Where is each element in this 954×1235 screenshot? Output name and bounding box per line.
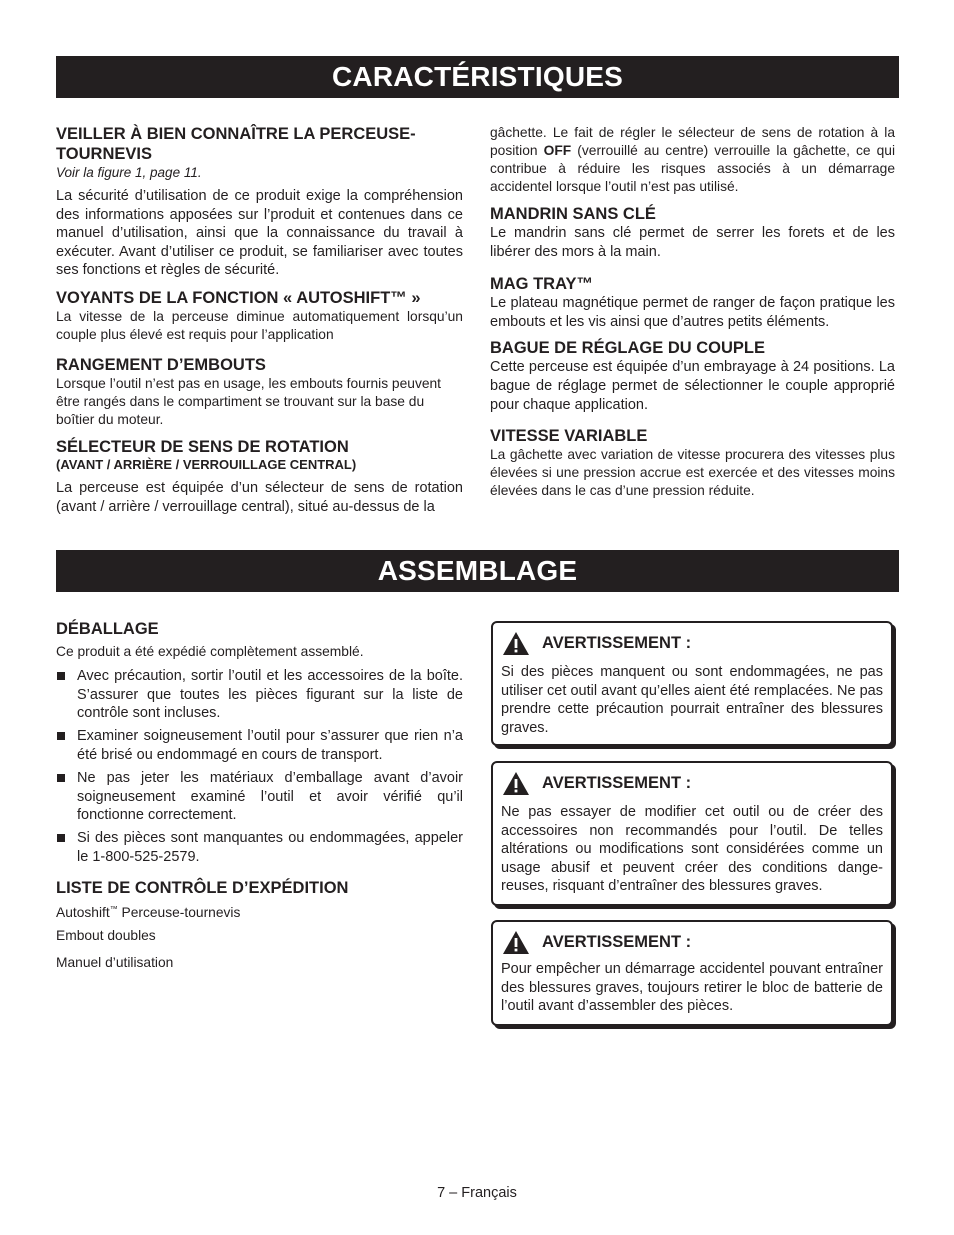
heading-rangement: RANGEMENT D’EMBOUTS	[56, 355, 266, 374]
caracteristiques-left-column	[56, 124, 463, 516]
list-item	[56, 667, 463, 723]
warning-text: Si des pièces manquent ou sont endommagées, ne pas utiliser cet outil avant qu’elles aient été remplacées. Ne pas prendre cette précaution pourrait entraîner des blessures graves.	[501, 664, 883, 736]
selecteur-text-a: gâchette. Le fait de régler le sélecteur de sens de rotation à la position	[490, 125, 895, 158]
deballage-list	[56, 667, 463, 866]
square-bullet-icon	[57, 834, 65, 842]
list-item	[56, 829, 463, 866]
assemblage-left-column	[56, 619, 463, 972]
section-title-assemblage: ASSEMBLAGE	[56, 550, 899, 592]
section-title-caracteristiques: CARACTÉRISTIQUES	[56, 56, 899, 98]
list-item-text: Si des pièces sont manquantes ou endommagées, appeler le 1-800-525-2579.	[77, 830, 463, 865]
checklist-item-1-a: Autoshift	[56, 905, 110, 921]
warning-text: Ne pas essayer de modifier cet outil ou de créer des accessoires non recommandés pour l’outil. De telles altérations ou modifications sont considérées comme un usage abusif et peuvent créer des conditions dange-reuses, risquant d’entraîner des blessures graves.	[501, 804, 883, 895]
heading-magtray: MAG TRAY™	[490, 275, 593, 294]
heading-deballage: DÉBALLAGE	[56, 620, 159, 638]
trademark: ™	[109, 904, 118, 914]
warning-box-2	[491, 761, 893, 906]
list-item-text: Ne pas jeter les matériaux d’emballage avant d’avoir soigneusement examiné l’outil et avoir vérifié qu’il fonctionne correctement.	[77, 769, 463, 824]
off-label: OFF	[543, 143, 572, 158]
heading-veiller: VEILLER À BIEN CONNAÎTRE LA PERCEUSE-TOURNEVIS	[56, 125, 416, 163]
paragraph-selecteur: La perceuse est équipée d’un sélecteur de sens de rotation (avant / arrière / verrouillage central), situé au-dessus de la	[56, 479, 463, 515]
checklist-item-3: Manuel d’utilisation	[56, 955, 174, 971]
warning-label: AVERTISSEMENT :	[542, 633, 692, 652]
list-item	[56, 727, 463, 764]
square-bullet-icon	[57, 774, 65, 782]
warning-header	[501, 631, 883, 655]
list-item	[56, 769, 463, 825]
selecteur-text-b: (verrouillé au centre) verrouille la gâchette, ce qui contribue à réduire les risques associés à un démarrage accidentel lorsque l’outil n’est pas utilisé.	[490, 143, 896, 194]
paragraph-voyants: La vitesse de la perceuse diminue automatiquement lorsqu’un couple plus élevé est requis pour l’application	[56, 308, 463, 342]
warning-triangle-icon	[503, 772, 529, 795]
figure-reference: Voir la figure 1, page 11.	[56, 165, 202, 180]
warning-header	[501, 930, 883, 954]
paragraph-rangement: Lorsque l’outil n’est pas en usage, les embouts fournis peuvent être rangés dans le compartiment se trouvant sur la base du boîtier du moteur.	[56, 375, 442, 427]
paragraph-bague: Cette perceuse est équipée d’un embrayage à 24 positions. La bague de réglage permet de sélectionner le couple approprié pour chaque application.	[490, 359, 895, 413]
deballage-intro: Ce produit a été expédié complètement assemblé.	[56, 644, 364, 659]
warning-header	[501, 771, 883, 795]
warning-triangle-icon	[503, 931, 529, 954]
warning-box-3	[491, 920, 893, 1026]
paragraph-veiller: La sécurité d’utilisation de ce produit exige la compréhension des informations apposées sur l’produit et contenues dans ce manuel d’utilisation, ainsi que la connaissance du travail à exécuter. Avant d’utiliser ce produit, se familiariser avec toutes ses fonctions et règles de sécurité.	[56, 188, 463, 279]
checklist-item-1	[56, 904, 463, 922]
subheading-selecteur: (AVANT / ARRIÈRE / VERROUILLAGE CENTRAL)	[56, 456, 357, 472]
list-item-text: Avec précaution, sortir l’outil et les accessoires de la boîte. S’assurer que toutes les pièces figurant sur la liste de contrôle sont incluses.	[77, 668, 463, 722]
paragraph-mandrin: Le mandrin sans clé permet de serrer les forets et de les libérer des mors à la main.	[490, 225, 895, 260]
paragraph-vitesse: La gâchette avec variation de vitesse procurera des vitesses plus élevées si une pression accrue est exercée et des vitesses moins élevées dans le cas d’une pression réduite.	[490, 447, 895, 499]
square-bullet-icon	[57, 732, 65, 740]
heading-liste: LISTE DE CONTRÔLE D’EXPÉDITION	[56, 879, 349, 898]
square-bullet-icon	[57, 672, 65, 680]
heading-voyants: VOYANTS DE LA FONCTION « AUTOSHIFT™ »	[56, 288, 421, 307]
checklist-item-2: Embout doubles	[56, 928, 156, 944]
heading-vitesse: VITESSE VARIABLE	[490, 427, 648, 446]
heading-bague: BAGUE DE RÉGLAGE DU COUPLE	[490, 339, 766, 358]
paragraph-magtray: Le plateau magnétique permet de ranger de façon pratique les embouts et les vis ainsi que d’autres petits éléments.	[490, 295, 895, 330]
paragraph-selecteur-continued	[490, 124, 895, 196]
heading-mandrin: MANDRIN SANS CLÉ	[490, 205, 656, 223]
page-footer: 7 – Français	[437, 1185, 517, 1201]
warning-label: AVERTISSEMENT :	[542, 773, 692, 792]
warning-box-1	[491, 621, 893, 746]
checklist-item-1-b: Perceuse-tournevis	[117, 905, 241, 921]
warning-triangle-icon	[503, 632, 529, 655]
list-item-text: Examiner soigneusement l’outil pour s’assurer que rien n’a été brisé ou endommagé en cours de transport.	[77, 728, 463, 763]
warning-label: AVERTISSEMENT :	[542, 932, 692, 951]
heading-selecteur: SÉLECTEUR DE SENS DE ROTATION	[56, 437, 349, 456]
warning-text: Pour empêcher un démarrage accidentel pouvant entraîner des blessures graves, toujours retirer le bloc de batterie de l’outil avant d’assembler des pièces.	[501, 961, 883, 1015]
caracteristiques-right-column	[490, 124, 895, 500]
